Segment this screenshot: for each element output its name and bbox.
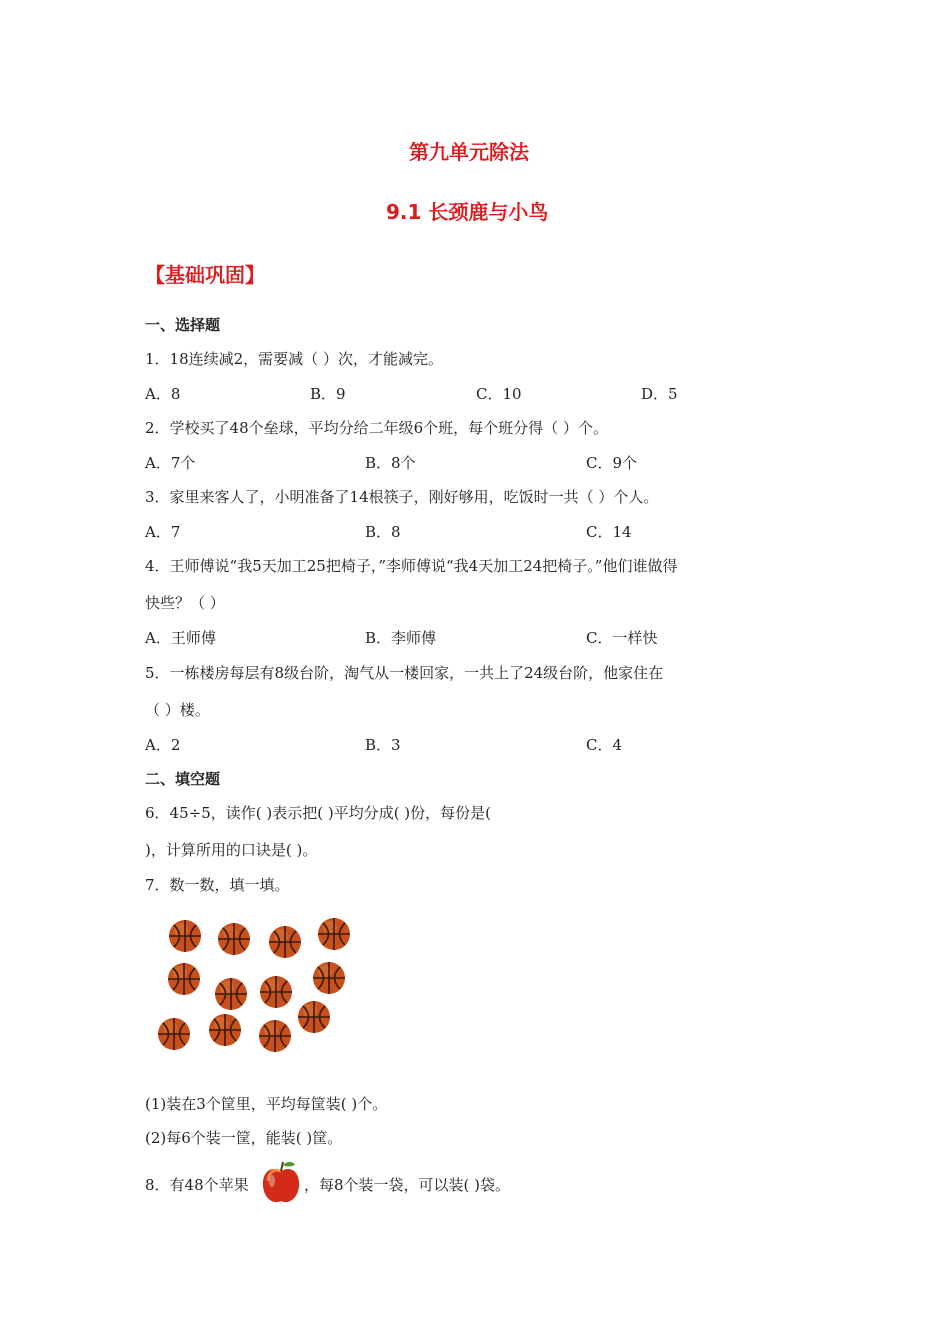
question-2-option-c: C．9个 [586, 454, 638, 472]
basketball-icon [167, 962, 201, 996]
question-1-option-b: B．9 [310, 385, 346, 403]
question-8-stem-before: 8．有48个苹果 [145, 1176, 249, 1194]
question-3-option-c: C．14 [586, 523, 632, 541]
question-6-line-2: )，计算所用的口诀是( )。 [145, 841, 318, 859]
question-3-option-a: A．7 [145, 523, 181, 541]
question-3-option-b: B．8 [365, 523, 401, 541]
basketball-icon [214, 977, 248, 1011]
question-6-line-1: 6．45÷5，读作( )表示把( )平均分成( )份，每份是( [145, 804, 492, 822]
basketball-icon [208, 1013, 242, 1047]
question-5-stem: 5．一栋楼房每层有8级台阶，淘气从一楼回家，一共上了24级台阶，他家住在 [145, 664, 664, 682]
question-7-sub-2: (2)每6个装一筐，能装( )筐。 [145, 1129, 343, 1147]
basketball-icon [258, 1019, 292, 1053]
question-4-option-b: B．李师傅 [365, 629, 437, 647]
basketball-icon [259, 975, 293, 1009]
page-subtitle: 9.1 长颈鹿与小鸟 [386, 200, 549, 224]
question-5-stem-continued: （ ）楼。 [145, 701, 210, 719]
question-4-option-a: A．王师傅 [145, 629, 216, 647]
basketball-icon [217, 922, 251, 956]
question-5-option-b: B．3 [365, 736, 401, 754]
question-4-option-c: C．一样快 [586, 629, 658, 647]
basketball-icon [268, 925, 302, 959]
question-3-stem: 3．家里来客人了，小明准备了14根筷子，刚好够用，吃饭时一共（ ）个人。 [145, 488, 659, 506]
question-7-sub-1: (1)装在3个筐里，平均每筐装( )个。 [145, 1095, 388, 1113]
question-2-stem: 2．学校买了48个垒球，平均分给二年级6个班，每个班分得（ ）个。 [145, 419, 608, 437]
question-1-option-d: D．5 [641, 385, 678, 403]
question-4-stem: 4．王师傅说“我5天加工25把椅子，”李师傅说“我4天加工24把椅子。”他们谁做得 [145, 557, 678, 575]
basketball-icon [312, 961, 346, 995]
question-1-option-c: C．10 [476, 385, 522, 403]
section-label: 【基础巩固】 [145, 263, 265, 287]
question-5-option-c: C．4 [586, 736, 623, 754]
question-7-stem: 7．数一数，填一填。 [145, 876, 290, 894]
basketball-icon [297, 1000, 331, 1034]
question-8-stem-after: ，每8个装一袋，可以装( )袋。 [304, 1176, 511, 1194]
question-1-option-a: A．8 [145, 385, 181, 403]
question-1-stem: 1．18连续减2，需要减（ ）次，才能减完。 [145, 350, 443, 368]
basketball-icon [157, 1017, 191, 1051]
page-title: 第九单元除法 [409, 140, 529, 164]
question-2-option-a: A．7个 [145, 454, 196, 472]
question-2-option-b: B．8个 [365, 454, 416, 472]
basketball-icon [168, 919, 202, 953]
question-4-stem-continued: 快些？（ ） [145, 594, 225, 612]
apple-icon [260, 1159, 302, 1205]
question-5-option-a: A．2 [145, 736, 181, 754]
basketball-icon [317, 917, 351, 951]
part1-heading: 一、选择题 [145, 316, 221, 334]
part2-heading: 二、填空题 [145, 770, 221, 788]
